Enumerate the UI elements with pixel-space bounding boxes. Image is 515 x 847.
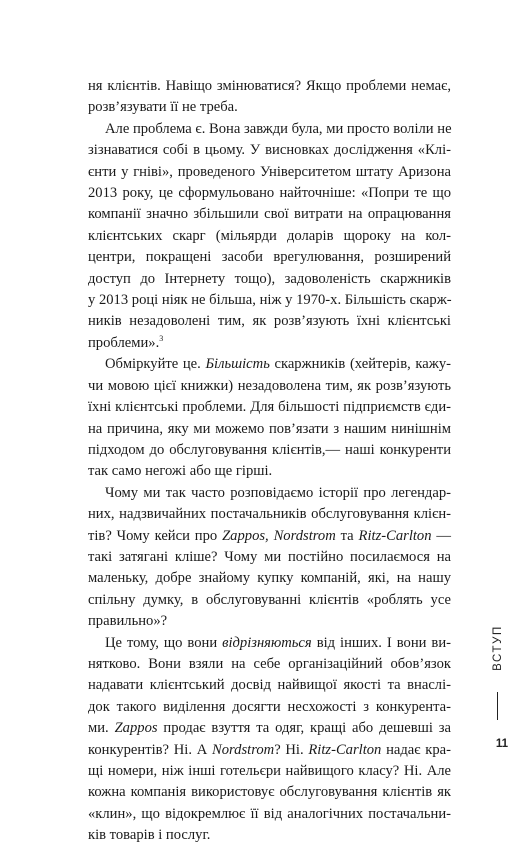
text-line: доступ до Інтернету тощо), задоволеність скаржників bbox=[88, 270, 451, 287]
body-text bbox=[88, 76, 451, 847]
text-line: розв’язувати її не треба. bbox=[88, 99, 238, 116]
text-line: конкурентів? Ні. А Nordstrom? Ні. Ritz-Carlton надає кра- bbox=[88, 741, 451, 758]
text-line: правильно»? bbox=[88, 613, 168, 630]
paragraph-start-line: Обміркуйте це. Більшість скаржників (хейтерів, кажу- bbox=[105, 356, 451, 373]
text-line: ків товарів і послуг. bbox=[88, 827, 211, 844]
section-tab bbox=[489, 612, 507, 684]
text-line: 2013 року, це сформульовано найточніше: «Попри те що bbox=[88, 185, 451, 202]
text-line: кожна компанія використовує обслуговування клієнтів як bbox=[88, 784, 451, 801]
text-line: ників незадоволені тим, як розв’язують їхні клієнтські bbox=[88, 313, 451, 330]
text-line: клієнтських скарг (мільярди доларів щороку на кол- bbox=[88, 227, 451, 244]
text-line: зізнаватися собі в цьому. У висновках дослідження «Клі- bbox=[88, 142, 451, 159]
text-line: спільну думку, в обслуговуванні клієнтів «роблять усе bbox=[88, 591, 451, 608]
text-line: «клин», що відокремлює її від аналогічних постачальни- bbox=[88, 805, 451, 822]
text-line: підходом до обслуговування клієнтів,— наші конкуренти bbox=[88, 441, 451, 458]
emphasis: Zappos, Nordstrom bbox=[222, 527, 336, 544]
text-line: їхні клієнтські проблеми. Для більшості підприємств єди- bbox=[88, 399, 451, 416]
section-divider bbox=[497, 692, 498, 720]
emphasis: Zappos bbox=[114, 720, 158, 737]
text-line: єнти у гніві», проведеного Університетом штату Аризона bbox=[88, 163, 451, 180]
line-text: проблеми». bbox=[88, 334, 160, 351]
text-line: тів? Чому кейси про Zappos, Nordstrom та Ritz-Carlton — bbox=[88, 527, 452, 544]
text-line: них, надзвичайних постачальників обслуговування клієн- bbox=[88, 506, 451, 523]
emphasis: Більшість bbox=[205, 356, 270, 373]
footnote-marker: 3 bbox=[159, 333, 164, 343]
emphasis: Ritz-Carlton bbox=[308, 741, 382, 758]
text-line: такі затягані кліше? Чому ми постійно посилаємося на bbox=[88, 548, 451, 565]
text-line: маленьку, добре знайому купку компаній, які, на нашу bbox=[88, 570, 451, 587]
emphasis: відрізняються bbox=[222, 634, 312, 651]
text-line: ми. Zappos продає взуття та одяг, кращі або дешевші за bbox=[88, 720, 451, 737]
paragraph-start-line: Це тому, що вони відрізняються від інших. І вони ви- bbox=[105, 634, 451, 651]
text-line: щі номери, ніж інші готельєри найвищого класу? Ні. Але bbox=[88, 763, 451, 779]
text-line: надавати клієнтський досвід найвищої якості та внаслі- bbox=[88, 677, 451, 694]
text-line: нятково. Вони взяли на себе організаційний обов’язок bbox=[88, 655, 451, 672]
text-line: на причина, яку ми можемо пов’язати з нашим нинішнім bbox=[88, 420, 451, 437]
emphasis: Ritz-Carlton bbox=[358, 527, 432, 544]
emphasis: Nordstrom bbox=[212, 741, 275, 758]
text-line: чи мовою цієї книжки) незадоволена тим, як розв’язують bbox=[88, 377, 451, 394]
page-number: 11 bbox=[495, 738, 508, 750]
text-line: у 2013 році ніяк не більша, ніж у 1970-х. Більшість скарж- bbox=[88, 292, 452, 309]
text-line: так само негожі або ще гірші. bbox=[88, 463, 273, 480]
text-line: компанії значно збільшили свої витрати на опрацювання bbox=[88, 206, 451, 223]
text-line: центри, покращені засоби врегулювання, розширений bbox=[88, 249, 451, 266]
text-line: ня клієнтів. Навіщо змінюватися? Якщо проблеми немає, bbox=[88, 78, 451, 94]
section-tab-label: ВСТУП bbox=[492, 625, 504, 671]
text-line bbox=[88, 333, 451, 354]
paragraph-start-line: Чому ми так часто розповідаємо історії про легендар- bbox=[105, 484, 451, 501]
paragraph-start-line: Але проблема є. Вона завжди була, ми просто воліли не bbox=[105, 120, 452, 137]
text-line: док такого виділення досягти несхожості з конкурента- bbox=[88, 698, 451, 715]
